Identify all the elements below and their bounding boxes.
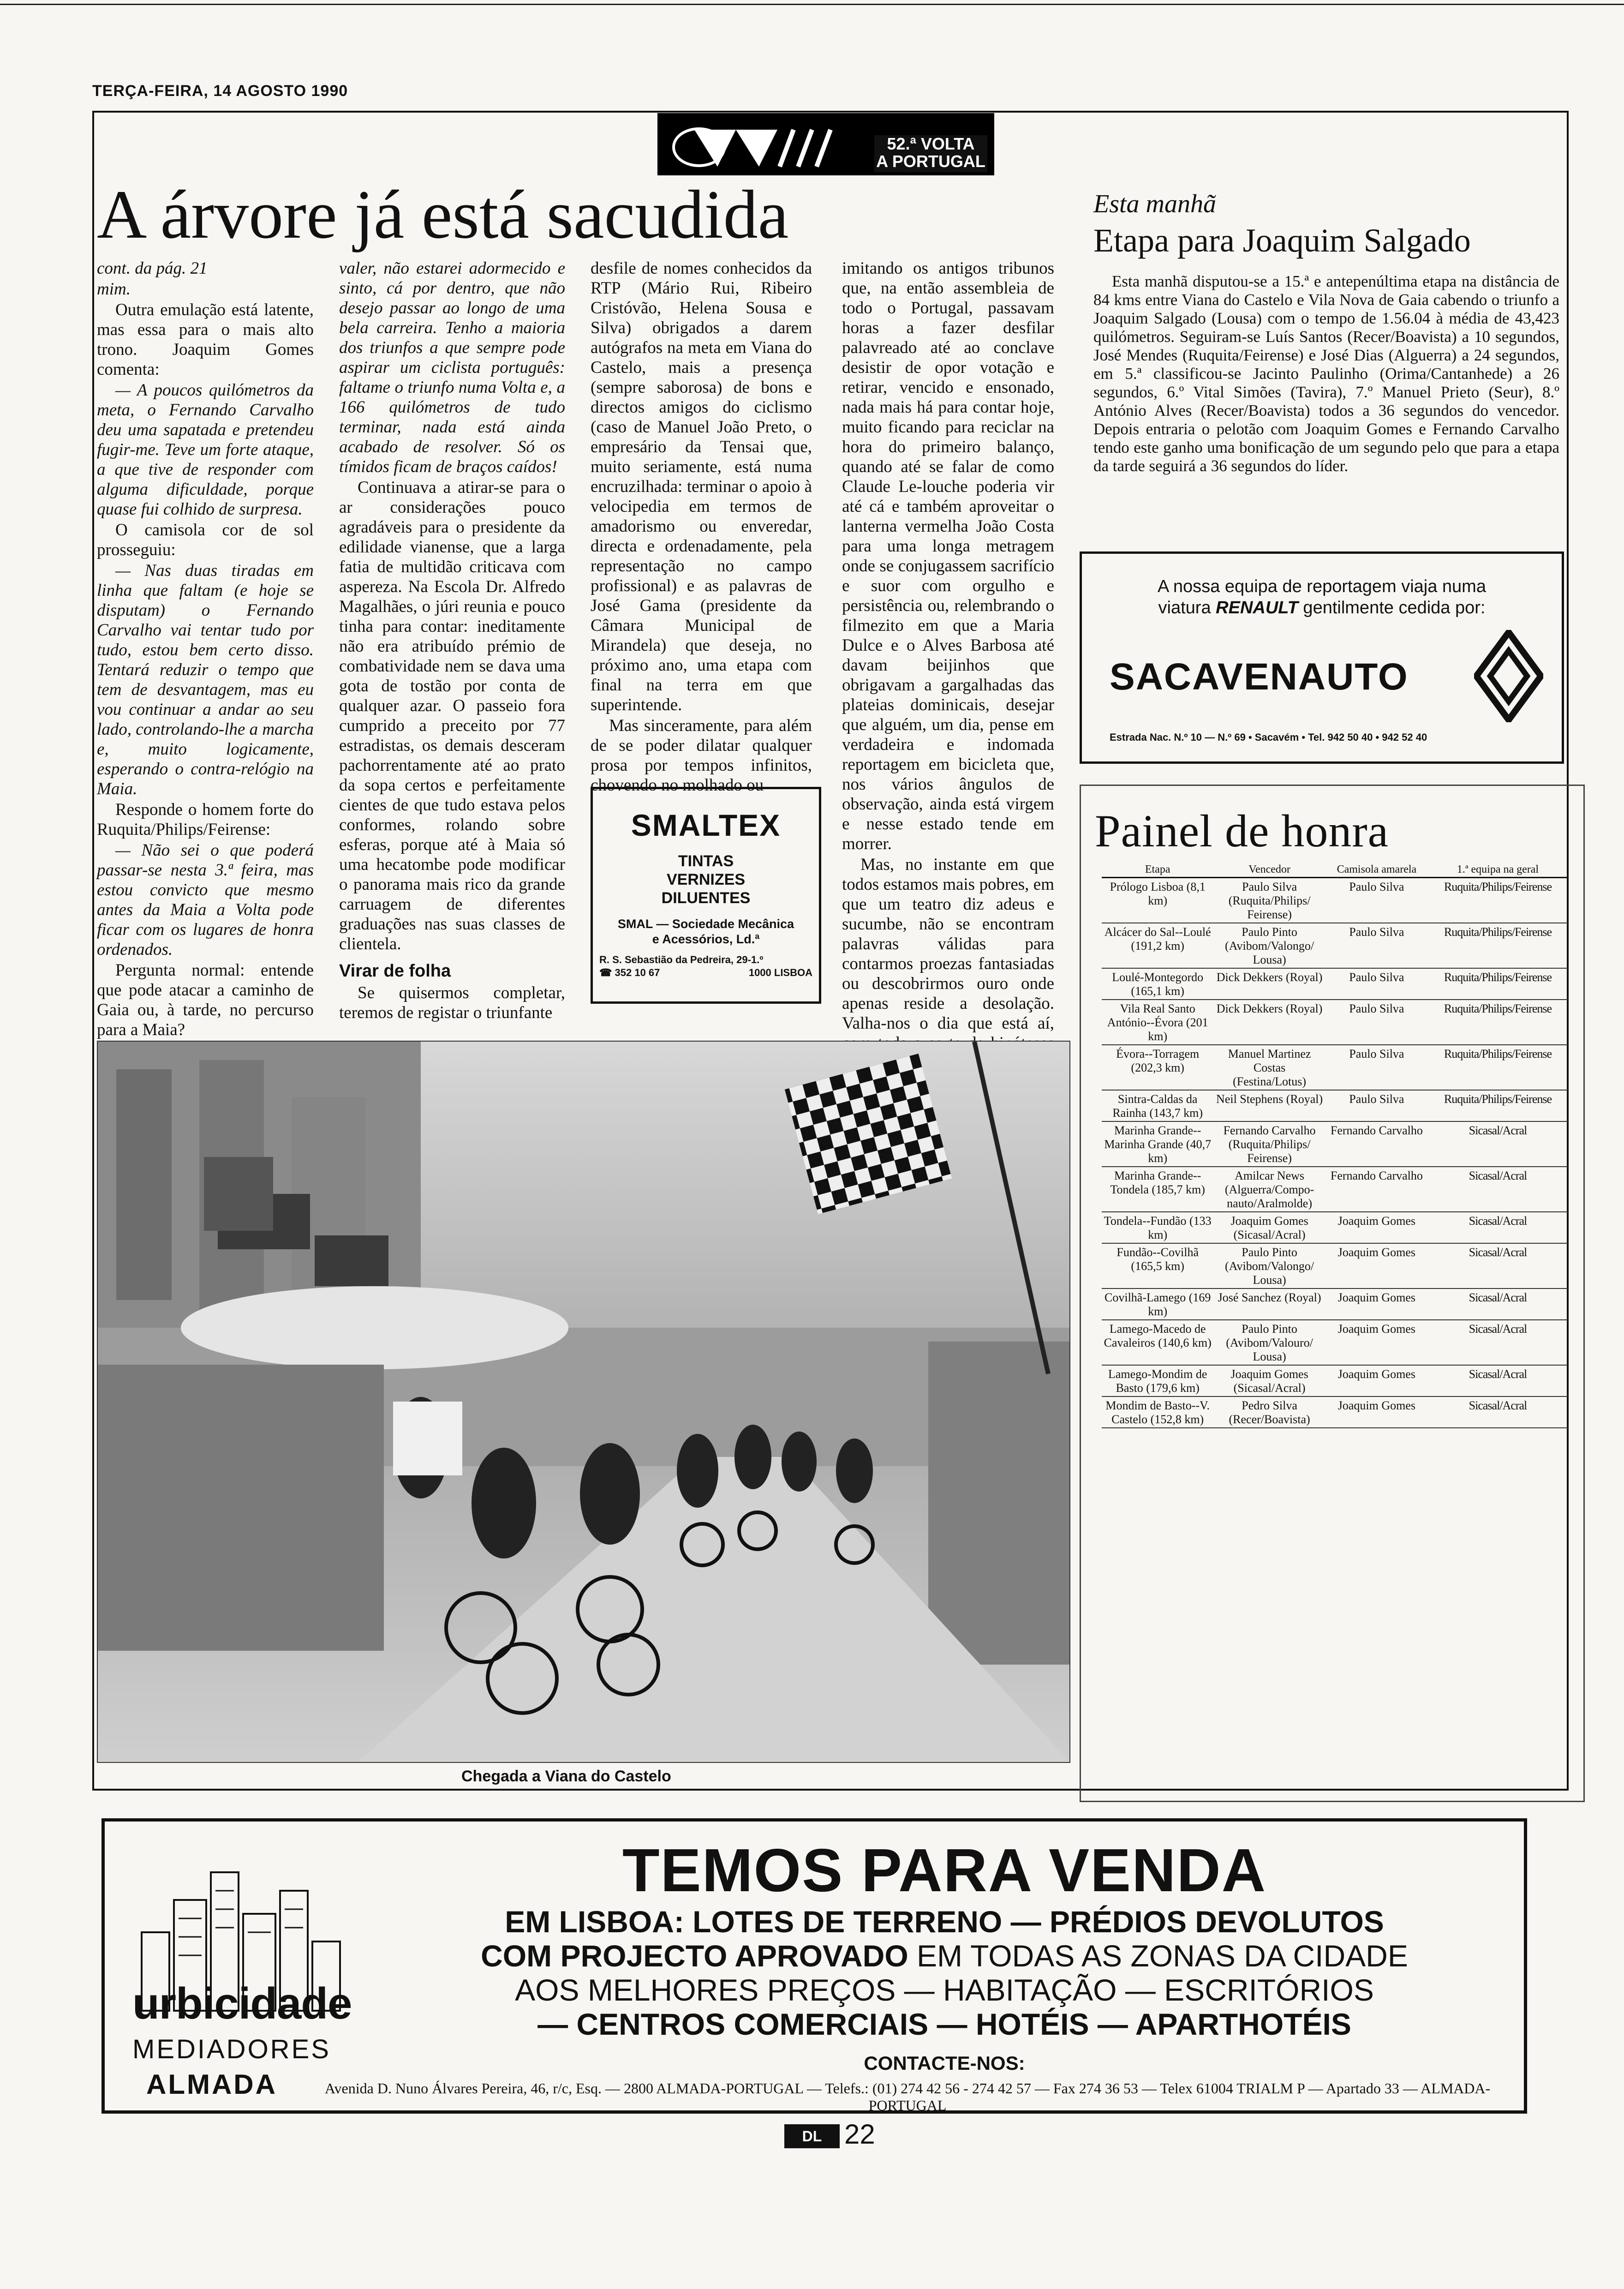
painel-cell: Joaquim Gomes (Sicasal/Acral): [1213, 1365, 1325, 1396]
intro-text: gentilmente cedida por:: [1298, 598, 1486, 617]
painel-row: [1102, 968, 1568, 1000]
ad-sacavenauto: [1080, 551, 1564, 764]
painel-de-honra: [1080, 785, 1585, 1802]
painel-cell: Paulo Silva: [1325, 878, 1428, 923]
sidebar-kicker: Esta manhã: [1093, 190, 1216, 218]
paragraph: Outra emulação está latente, mas essa para o mais alto trono. Joaquim Gomes comenta:: [97, 300, 314, 379]
paragraph: valer, não estarei adormecido e sinto, cá por dentro, que não desejo passar ao longo de uma bela carreira. Tenho a maioria dos triunfos a que sempre pode aspirar um ciclista português: faltame o triunfo numa Volta e, a 166 quilómetros de tudo terminar, nada está ainda acabado de resolver. Só os tímidos ficam de braços caídos!: [339, 259, 565, 476]
painel-cell: Vila Real Santo António--Évora (201 km): [1102, 1000, 1213, 1045]
paragraph: desfile de nomes conhecidos da RTP (Mário Rui, Ribeiro Cristóvão, Helena Sousa e Silva) obrigados a darem autógrafos na meta em Viana do Castelo, mais a presença (sempre saborosa) de bons e directos amigos do ciclismo (caso de Manuel João Preto, o empresário da Tensai que, muito seriamente, está numa encruzilhada: terminar o apoio à velocipedia em termos de amadorismo ou enveredar, directa e ordenadamente, pela representação no campo profissional) e as palavras de José Gama (presidente da Câmara Municipal de Mirandela) que deseja, no próximo ano, uma etapa com final na terra em que superintende.: [591, 259, 812, 714]
painel-body: [1102, 878, 1568, 1428]
painel-row: [1102, 878, 1568, 923]
painel-cell: Joaquim Gomes: [1325, 1243, 1428, 1288]
urbicidade-line: [382, 1973, 1507, 2007]
painel-row: [1102, 1167, 1568, 1212]
painel-cell: Ruquita/Philips/Feirense: [1428, 1090, 1568, 1121]
article-column-3: [591, 258, 812, 796]
painel-cell: Sicasal/Acral: [1428, 1212, 1568, 1243]
painel-cell: Paulo Silva: [1325, 968, 1428, 1000]
dateline: TERÇA-FEIRA, 14 AGOSTO 1990: [92, 82, 348, 100]
paragraph: Pergunta normal: entende que pode atacar a caminho de Gaia ou, à tarde, no percurso para a Maia?: [97, 961, 314, 1039]
smaltex-city: 1000 LISBOA: [748, 967, 812, 978]
paragraph: imitando os antigos tribunos que, na então assembleia de todo o Portugal, passavam horas a fazer desfilar palavreado até ao conclave desistir de opor votação e retirar, vencido e ensonado, nada mais há para contar hoje, muito ficando para reciclar na hora do primeiro balanço, quando até se falar de como Claude Le-louche poderia vir até cá e também aproveitar o lanterna vermelha João Costa para uma longa metragem onde se conjugassem sacrifício e suor com orgulho e persistência ou, relembrando o filmezito em que a Maria Dulce e o Alves Barbosa até davam beijinhos que obrigavam a gargalhadas das plateias dominicais, desejar que alguém, um dia, pense em verdadeira e indomada reportagem em bicicleta que, nos vários ângulos de observação, ainda está virgem e nesse estado tende em morrer.: [842, 259, 1054, 853]
section-tag-line1: 52.ª VOLTA: [887, 134, 975, 153]
painel-cell: Prólogo Lisboa (8,1 km): [1102, 878, 1213, 923]
painel-row: [1102, 1212, 1568, 1243]
painel-cell: Lamego-Macedo de Cavaleiros (140,6 km): [1102, 1320, 1213, 1365]
sidebar-title: Etapa para Joaquim Salgado: [1093, 222, 1471, 259]
painel-cell: Sintra-Caldas da Rainha (143,7 km): [1102, 1090, 1213, 1121]
paragraph: — Nas duas tiradas em linha que faltam (e hoje se disputam) o Fernando Carvalho vai tentar tudo por tudo, estou bem certo disso. Tentará reduzir o tempo que tem de desvantagem, mas eu vou continuar a andar ao seu lado, controlando-lhe a marcha e, muito logicamente, esperando o contra-relógio na Maia.: [97, 561, 314, 798]
race-photo: [97, 1041, 1070, 1763]
painel-cell: Fundão--Covilhã (165,5 km): [1102, 1243, 1213, 1288]
ad-smaltex: [591, 787, 821, 1004]
painel-cell: José Sanchez (Royal): [1213, 1288, 1325, 1320]
smaltex-products: [593, 852, 819, 907]
painel-cell: Joaquim Gomes: [1325, 1288, 1428, 1320]
sidebar-text: [1093, 272, 1559, 475]
painel-cell: Paulo Pinto (Avibom/Valongo/ Lousa): [1213, 923, 1325, 968]
painel-header: Etapa: [1102, 862, 1213, 878]
urb-text: AOS MELHORES PREÇOS — HABITAÇÃO — ESCRITÓRIOS: [515, 1973, 1374, 2007]
intro-text: viatura: [1158, 598, 1216, 617]
newspaper-logo-icon: DL: [784, 2124, 840, 2148]
painel-cell: Paulo Pinto (Avibom/Valongo/ Lousa): [1213, 1243, 1325, 1288]
painel-cell: Sicasal/Acral: [1428, 1167, 1568, 1212]
painel-cell: Sicasal/Acral: [1428, 1320, 1568, 1365]
article-headline: A árvore já está sacudida: [97, 176, 789, 253]
paragraph: — Não sei o que poderá passar-se nesta 3.ª feira, mas estou convicto que mesmo antes da Maia a Volta pode ficar com os lugares de honra ordenados.: [97, 841, 314, 959]
painel-cell: Mondim de Basto--V. Castelo (152,8 km): [1102, 1396, 1213, 1428]
sacavenauto-intro-line1: A nossa equipa de reportagem viaja numa: [1158, 577, 1486, 596]
top-rule: [0, 4, 1624, 5]
painel-cell: Sicasal/Acral: [1428, 1396, 1568, 1428]
painel-cell: Sicasal/Acral: [1428, 1121, 1568, 1167]
smaltex-address: R. S. Sebastião da Pedreira, 29-1.º: [599, 954, 764, 965]
sacavenauto-address: Estrada Nac. N.º 10 — N.º 69 • Sacavém • Tel. 942 50 40 • 942 52 40: [1110, 731, 1427, 743]
sacavenauto-brand: SACAVENAUTO: [1110, 656, 1409, 698]
painel-cell: Paulo Silva: [1325, 923, 1428, 968]
sacavenauto-intro-line2: [1082, 597, 1562, 618]
paragraph: Mas, no instante em que todos estamos mais pobres, em que um teatro diz adeus e sucumbe, não se encontram palavras válidas para contarmos proezas fantasiadas ou descobrirmos ouro onde apenas reside a desolação. Valha-nos o dia que está aí,: [842, 855, 1054, 1033]
painel-cell: Dick Dekkers (Royal): [1213, 1000, 1325, 1045]
painel-row: [1102, 1288, 1568, 1320]
smaltex-company-line: SMAL — Sociedade Mecânica: [617, 917, 794, 931]
painel-row: [1102, 1121, 1568, 1167]
painel-row: [1102, 1000, 1568, 1045]
urb-text: EM TODAS AS ZONAS DA CIDADE: [908, 1939, 1408, 1973]
painel-cell: Joaquim Gomes: [1325, 1212, 1428, 1243]
urb-bold: COM PROJECTO APROVADO: [481, 1939, 908, 1973]
ad-urbicidade: [102, 1818, 1527, 2114]
painel-row: [1102, 1045, 1568, 1090]
smaltex-product: TINTAS: [678, 852, 734, 870]
urbicidade-line: [382, 2007, 1507, 2041]
page-footer: [784, 2118, 875, 2150]
urbicidade-address: Avenida D. Nuno Álvares Pereira, 46, r/c, Esq. — 2800 ALMADA-PORTUGAL — Telefs.: (01) 274 42 56 - 274 42 57 — Fax 274 36 53 — Telex 61004 TRIALM P — Apartado 33 — ALMADA-PORTUGAL: [324, 2080, 1491, 2114]
painel-row: [1102, 923, 1568, 968]
paragraph: — A poucos quilómetros da meta, o Fernando Carvalho deu uma sapatada e pretendeu fugir-me. Teve um forte ataque, a que tive de responder com alguma dificuldade, porque quase fui colhido de surpresa.: [97, 381, 314, 519]
urbicidade-contact: CONTACTE-NOS:: [864, 2052, 1025, 2074]
urbicidade-logo-name: urbicidade: [132, 1979, 352, 2028]
painel-row: [1102, 1396, 1568, 1428]
painel-cell: Loulé-Montegordo (165,1 km): [1102, 968, 1213, 1000]
painel-cell: Paulo Silva: [1325, 1090, 1428, 1121]
painel-cell: Joaquim Gomes: [1325, 1320, 1428, 1365]
paragraph: Responde o homem forte do Ruquita/Philips/Feirense:: [97, 800, 314, 839]
smaltex-address-block: [593, 953, 819, 979]
painel-cell: Neil Stephens (Royal): [1213, 1090, 1325, 1121]
painel-cell: Évora--Torragem (202,3 km): [1102, 1045, 1213, 1090]
painel-cell: Fernando Carvalho (Ruquita/Philips/ Feirense): [1213, 1121, 1325, 1167]
painel-cell: Dick Dekkers (Royal): [1213, 968, 1325, 1000]
volta-logo-icon: [667, 116, 874, 171]
painel-cell: Ruquita/Philips/Feirense: [1428, 1045, 1568, 1090]
urb-bold: EM LISBOA:: [505, 1905, 684, 1939]
cyclists-finish-photo: [98, 1042, 1070, 1763]
painel-cell: Sicasal/Acral: [1428, 1288, 1568, 1320]
painel-cell: Joaquim Gomes: [1325, 1396, 1428, 1428]
urbicidade-logo-sub: MEDIADORES: [132, 2034, 331, 2064]
painel-cell: Ruquita/Philips/Feirense: [1428, 968, 1568, 1000]
painel-cell: Pedro Silva (Recer/Boavista): [1213, 1396, 1325, 1428]
sidebar-paragraph: Esta manhã disputou-se a 15.ª e antepenúltima etapa na distância de 84 kms entre Viana do Castelo e Vila Nova de Gaia cabendo o triunfo a Joaquim Salgado (Lousa) com o tempo de 1.56.04 à média de 43,423 quilómetros. Seguiram-se Luís Santos (Recer/Boavista) a 10 segundos, José Mendes (Ruquita/Feirense) e José Dias (Alguerra) a 24 segundos, em 5.ª classificou-se Jacinto Paulinho (Orima/Cantanhede) a 26 segundos, 6.º Vital Simões (Tavira), 7.º Manuel Prieto (Seur), 8.º António Alves (Recer/Boavista) todos a 36 segundos do vencedor. Depois entraria o pelotão com Joaquim Gomes e Fernando Carvalho tendo este ganho uma bonificação de um segundo pelo que para a etapa da tarde seguirá a 36 segundos do líder.: [1093, 272, 1559, 475]
painel-cell: Alcácer do Sal--Loulé (191,2 km): [1102, 923, 1213, 968]
smaltex-product: VERNIZES: [666, 871, 746, 888]
smaltex-company: [593, 917, 819, 947]
painel-header: Camisola amarela: [1325, 862, 1428, 878]
urbicidade-line: [382, 1939, 1507, 1973]
painel-row: [1102, 1243, 1568, 1288]
smaltex-brand: SMALTEX: [631, 808, 781, 842]
photo-caption: Chegada a Viana do Castelo: [461, 1768, 671, 1785]
renault-word: RENAULT: [1216, 598, 1298, 617]
section-logo: [657, 113, 994, 175]
painel-cell: Sicasal/Acral: [1428, 1243, 1568, 1288]
painel-row: [1102, 1090, 1568, 1121]
painel-cell: Marinha Grande--Tondela (185,7 km): [1102, 1167, 1213, 1212]
painel-cell: Amilcar News (Alguerra/Compo-nauto/Aralmolde): [1213, 1167, 1325, 1212]
urb-bold: — CENTROS COMERCIAIS — HOTÉIS — APARTHOTÉIS: [537, 2007, 1351, 2041]
painel-cell: Lamego-Mondim de Basto (179,6 km): [1102, 1365, 1213, 1396]
painel-header: Vencedor: [1213, 862, 1325, 878]
urbicidade-headline: TEMOS PARA VENDA: [622, 1836, 1267, 1904]
painel-cell: Tondela--Fundão (133 km): [1102, 1212, 1213, 1243]
painel-cell: Ruquita/Philips/Feirense: [1428, 1000, 1568, 1045]
smaltex-company-line: e Acessórios, Ld.ª: [652, 932, 760, 946]
painel-cell: Joaquim Gomes: [1325, 1365, 1428, 1396]
painel-cell: Fernando Carvalho: [1325, 1167, 1428, 1212]
smaltex-product: DILUENTES: [661, 889, 751, 907]
sacavenauto-intro: [1082, 576, 1562, 618]
painel-cell: Paulo Pinto (Avibom/Valouro/ Lousa): [1213, 1320, 1325, 1365]
section-tag-line2: A PORTUGAL: [876, 152, 985, 171]
painel-header: 1.ª equipa na geral: [1428, 862, 1568, 878]
painel-cell: Marinha Grande--Marinha Grande (40,7 km): [1102, 1121, 1213, 1167]
paragraph: Se quisermos completar, teremos de registar o triunfante: [339, 983, 565, 1022]
painel-table: [1102, 862, 1568, 1428]
renault-diamond-icon: [1474, 630, 1543, 722]
painel-cell: Joaquim Gomes (Sicasal/Acral): [1213, 1212, 1325, 1243]
article-column-1: [97, 258, 314, 1039]
subheading: Virar de folha: [339, 961, 451, 981]
painel-header-row: [1102, 862, 1568, 878]
section-tag: [874, 135, 987, 172]
smaltex-phone: ☎ 352 10 67: [599, 967, 660, 978]
painel-cell: Ruquita/Philips/Feirense: [1428, 878, 1568, 923]
paragraph: mim.: [97, 280, 131, 299]
paragraph: cont. da pág. 21: [97, 259, 208, 278]
painel-cell: Manuel Martinez Costas (Festina/Lotus): [1213, 1045, 1325, 1090]
painel-cell: Paulo Silva: [1325, 1000, 1428, 1045]
article-column-2: [339, 258, 565, 1022]
painel-cell: Paulo Silva: [1325, 1045, 1428, 1090]
painel-cell: Covilhã-Lamego (169 km): [1102, 1288, 1213, 1320]
paragraph: O camisola cor de sol prosseguiu:: [97, 521, 314, 559]
painel-row: [1102, 1320, 1568, 1365]
urb-text: LOTES DE TERRENO — PRÉDIOS DEVOLUTOS: [684, 1905, 1384, 1939]
painel-cell: Sicasal/Acral: [1428, 1365, 1568, 1396]
painel-cell: Ruquita/Philips/Feirense: [1428, 923, 1568, 968]
paragraph: Continuava a atirar-se para o ar considerações pouco agradáveis para o presidente da edilidade vianense, que a larga fatia de multidão criticava com aspereza. Na Escola Dr. Alfredo Magalhães, o júri reunia e pouco tinha para contar: ineditamente não era atribuído prémio de combatividade nem se dava uma gota de tostão por conta de qualquer azar. O passeio fora cumprido a preceito por 77 estradistas, os demais desceram pachorrentamente até ao prato da sopa certos e perfeitamente cientes de que tudo estava pelos conformes, rolando sobre esferas, porque até à Maia só uma hecatombe pode modificar o panorama mais rico da grande carruagem de diferentes graduações nas suas classes de clientela.: [339, 478, 565, 953]
urbicidade-line: [382, 1905, 1507, 1939]
article-column-4: [842, 258, 1054, 1094]
painel-title: Painel de honra: [1095, 805, 1389, 857]
painel-row: [1102, 1365, 1568, 1396]
paragraph: Mas sinceramente, para além de se poder dilatar qualquer prosa por tempos infinitos, chovendo no molhado ou: [591, 716, 812, 795]
page-number: 22: [844, 2119, 875, 2150]
painel-cell: Fernando Carvalho: [1325, 1121, 1428, 1167]
painel-cell: Paulo Silva (Ruquita/Philips/ Feirense): [1213, 878, 1325, 923]
urbicidade-logo-city: ALMADA: [146, 2069, 277, 2100]
